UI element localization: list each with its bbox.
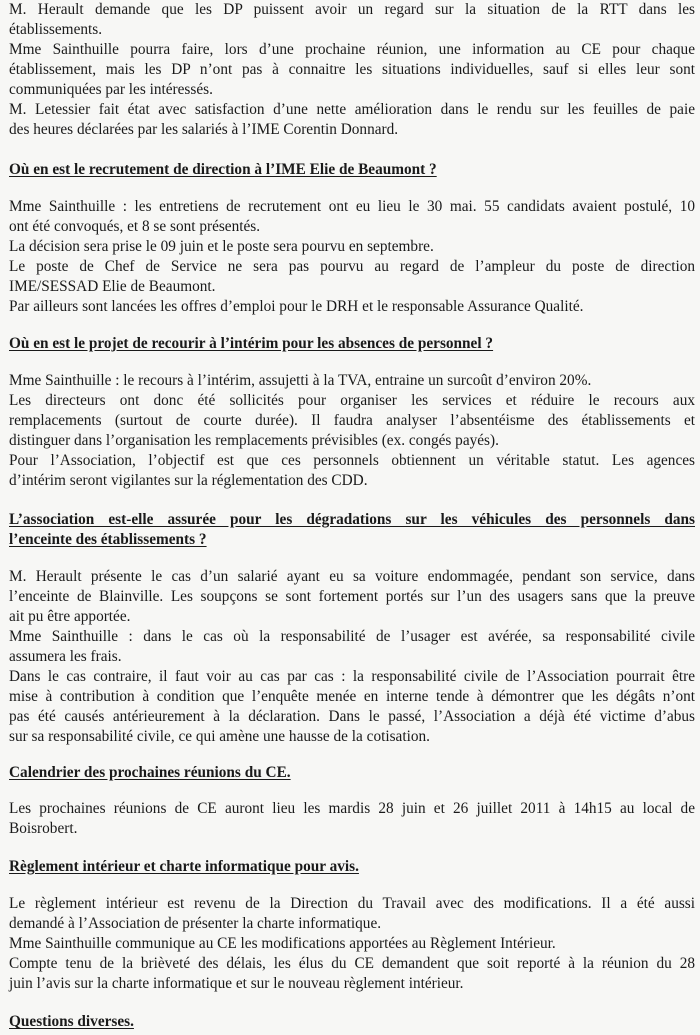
document-line: M. Herault demande que les DP puissent avoir un regard sur la situation de la RTT dans les [9,1,695,18]
document-line: La décision sera prise le 09 juin et le poste sera pourvu en septembre. [9,238,434,255]
document-line: Mme Sainthuille communique au CE les modifications apportées au Règlement Intérieur. [9,935,556,952]
section-heading: Règlement intérieur et charte informatique pour avis. [9,858,359,875]
document-line: ait pu être apportée. [9,608,131,625]
document-line: Mme Sainthuille pourra faire, lors d’une prochaine réunion, une information au CE pour chaque [9,41,695,58]
document-line: Par ailleurs sont lancées les offres d’emploi pour le DRH et le responsable Assurance Qualité. [9,298,584,315]
document-line: Mme Sainthuille : dans le cas où la responsabilité de l’usager est avérée, sa responsabilité civile [9,628,695,645]
section-heading: Où en est le recrutement de direction à l’IME Elie de Beaumont ? [9,161,437,178]
document-line: IME/SESSAD Elie de Beaumont. [9,278,216,295]
document-line: Compte tenu de la brièveté des délais, les élus du CE demandent que soit reporté à la réunion du 28 [9,955,695,972]
document-line: Le poste de Chef de Service ne sera pas pourvu au regard de l’ampleur du poste de direction [9,258,695,275]
document-line: d’intérim seront vigilantes sur la réglementation des CDD. [9,472,368,489]
section-heading: Où en est le projet de recourir à l’intérim pour les absences de personnel ? [9,335,494,352]
section-heading: l’enceinte des établissements ? [9,531,207,548]
document-line: des heures déclarées par les salariés à l’IME Corentin Donnard. [9,121,399,138]
document-line: M. Herault présente le cas d’un salarié ayant eu sa voiture endommagée, pendant son service, dans [9,568,695,585]
document-line: communiquées par les intéressés. [9,81,213,98]
document-line: Mme Sainthuille : le recours à l’intérim, assujetti à la TVA, entraine un surcoût d’environ 20%. [9,372,592,389]
document-line: Les prochaines réunions de CE auront lieu les mardis 28 juin et 26 juillet 2011 à 14h15 au local de [9,800,695,817]
document-line: établissements. [9,21,103,38]
document-line: remplacements (surtout de courte durée). Il faudra analyser l’absentéisme des établissements et [9,412,695,429]
document-line: établissement, mais les DP n’ont pas à connaitre les situations individuelles, sauf si elles leur sont [9,61,695,78]
document-line: l’enceinte de Blainville. Les soupçons se sont fortement portés sur l’un des usagers sans que la preuve [9,588,695,605]
document-line: juin l’avis sur la charte informatique et sur le nouveau règlement intérieur. [9,975,464,992]
section-heading: Questions diverses. [9,1013,134,1030]
section-heading: Calendrier des prochaines réunions du CE. [9,764,291,781]
section-heading: L’association est-elle assurée pour les dégradations sur les véhicules des personnels dans [9,511,695,528]
document-line: distinguer dans l’organisation les remplacements prévisibles (ex. congés payés). [9,432,499,449]
document-line: Boisrobert. [9,820,78,837]
document-line: ont été convoqués, et 8 se sont présentés. [9,218,261,235]
document-line: sur sa responsabilité civile, ce qui amène une hausse de la cotisation. [9,728,430,745]
document-line: M. Letessier fait état avec satisfaction d’une nette amélioration dans le rendu sur les feuilles de paie [9,101,695,118]
document-line: assumera les frais. [9,648,122,665]
document-line: Pour l’Association, l’objectif est que ces personnels obtiennent un véritable statut. Les agences [9,452,695,469]
document-line: demandé à l’Association de présenter la charte informatique. [9,915,382,932]
document-line: Mme Sainthuille : les entretiens de recrutement ont eu lieu le 30 mai. 55 candidats avaient postulé, 10 [9,198,695,215]
document-line: Les directeurs ont donc été sollicités pour organiser les services et réduire le recours aux [9,392,695,409]
document-line: Le règlement intérieur est revenu de la Direction du Travail avec des modifications. Il a été aussi [9,895,695,912]
document-line: mise à contribution à condition que l’enquête menée en interne tende à démontrer que les dégâts n’ont [9,688,695,705]
document-line: Dans le cas contraire, il faut voir au cas par cas : la responsabilité civile de l’Association pourrait être [9,668,695,685]
document-line: pas été causés antérieurement à la déclaration. Dans le passé, l’Association a déjà été victime d’abus [9,708,695,725]
